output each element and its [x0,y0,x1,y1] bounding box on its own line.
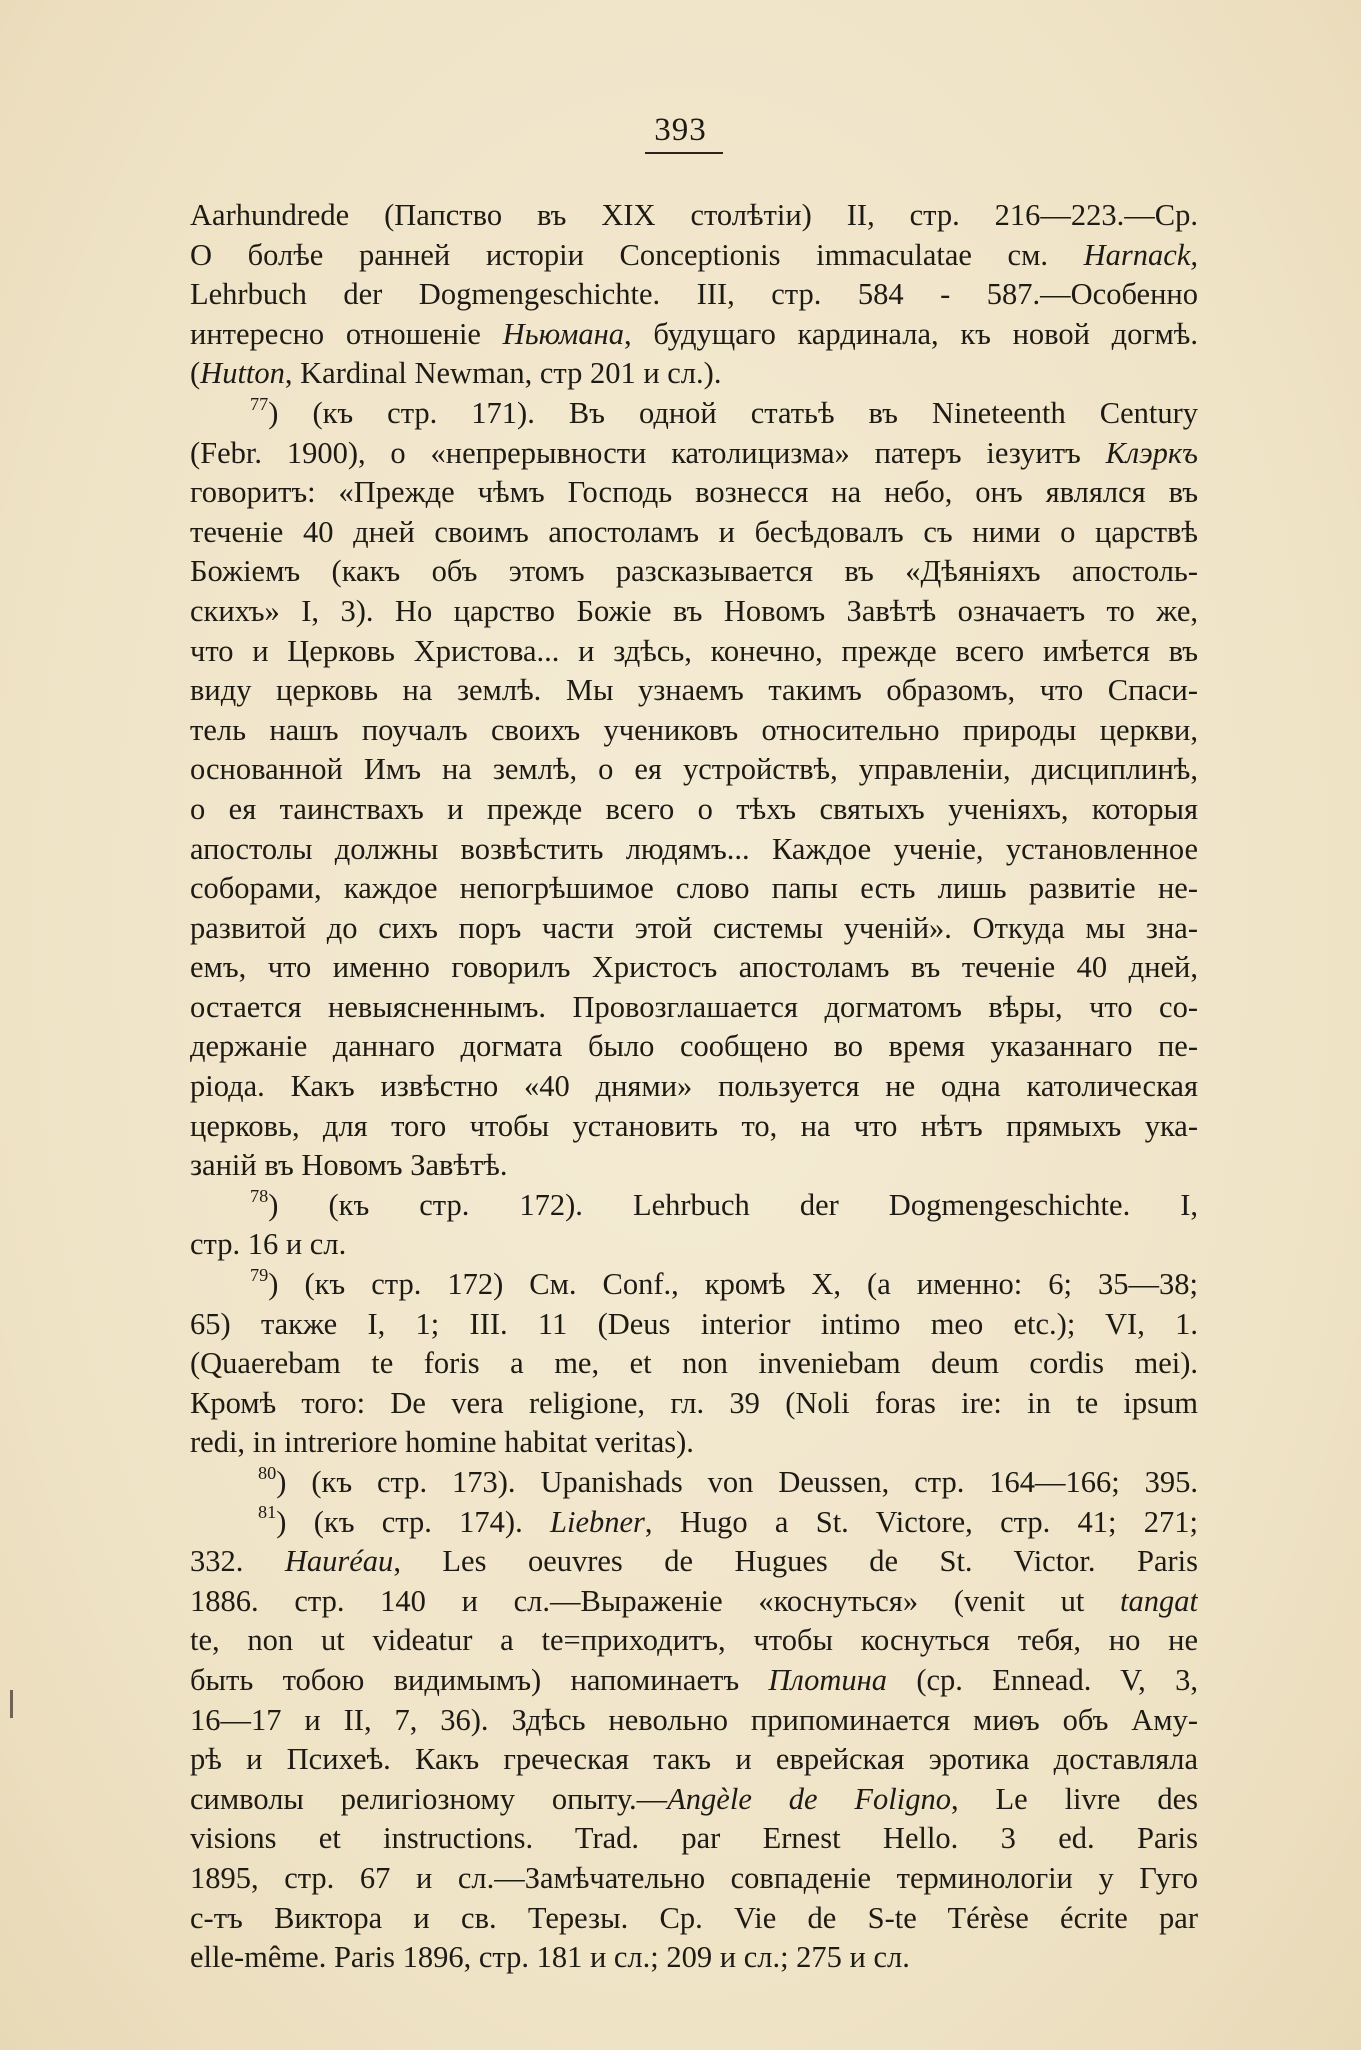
footnotes-text [190,196,1198,1978]
text-run: 332. [190,1544,285,1579]
text-run: говоритъ: «Прежде чѣмъ Господь вознесся на небо, онъ являлся въ [190,475,1198,510]
text-line [190,909,1198,949]
page-number-underline [645,152,723,154]
text-line [190,1859,1198,1899]
text-run: соборами, каждое непогрѣшимое слово папы есть лишь развитіе не- [190,871,1198,906]
text-run: скихъ» I, 3). Но царство Божіе въ Новомъ Завѣтѣ означаетъ то же, [190,593,1198,628]
text-run: Lehrbuch der Dogmengeschichte. III, стр. 584 - 587.—Особенно [190,277,1198,312]
text-run: апостолы должны возвѣстить людямъ... Каждое ученіе, установленное [190,831,1198,866]
text-line [190,592,1198,632]
text-run: , Le livre des [951,1781,1198,1816]
text-run: виду церковь на землѣ. Мы узнаемъ такимъ образомъ, что Спаси- [190,673,1198,708]
text-line [190,869,1198,909]
text-run: интересно отношеніе [190,316,503,351]
text-line [190,1265,1198,1305]
italic-name: tangat [1120,1583,1198,1618]
text-line [190,1621,1198,1661]
text-run: (Febr. 1900), о «непрерывности католицизма» патеръ іезуитъ [190,435,1106,470]
text-line [190,1186,1198,1226]
text-line [190,1938,1198,1978]
text-run: заній въ Новомъ Завѣтѣ. [190,1148,508,1183]
text-line [190,236,1198,276]
text-run: ) (къ стр. 174). [276,1504,551,1539]
text-run: символы религіозному опыту.— [190,1781,668,1816]
text-line [190,671,1198,711]
text-run: теченіе 40 дней своимъ апостоламъ и бесѣдовалъ съ ними о царствѣ [190,514,1198,549]
text-line [190,1503,1198,1543]
text-run: ) (къ стр. 172) См. Conf., кромѣ X, (а именно: 6; 35—38; [268,1267,1198,1302]
text-run: , будущаго кардинала, къ новой догмѣ. [624,316,1198,351]
text-line [190,1107,1198,1147]
footnote-number: 78 [250,1185,269,1206]
text-line [190,1305,1198,1345]
text-run: (ср. Ennead. V, 3, [887,1662,1198,1697]
footnote-number: 77 [250,393,269,414]
italic-name: Harnack, [1083,237,1198,272]
text-run: держаніе даннаго догмата было сообщено во время указаннаго пе- [190,1029,1198,1064]
text-line [190,790,1198,830]
text-run: стр. 16 и сл. [190,1227,347,1262]
text-run: 65) также I, 1; III. 11 (Deus interior intimo meo etc.); VI, 1. [190,1306,1198,1341]
text-line [190,196,1198,236]
text-run: ) (къ стр. 171). Въ одной статьѣ въ Nineteenth Century [268,395,1198,430]
text-run: церковь, для того чтобы установить то, на что нѣтъ прямыхъ ука- [190,1108,1198,1143]
text-run: visions et instructions. Trad. par Ernest Hello. 3 ed. Paris [190,1821,1198,1856]
italic-name: Hauréau [284,1544,394,1579]
text-line [190,1225,1198,1265]
text-line [190,1463,1198,1503]
page-number: 393 [654,112,707,148]
text-line [190,473,1198,513]
italic-name: Angèle de Foligno [667,1781,951,1816]
text-line [190,354,1198,394]
italic-name: Hutton [200,356,285,391]
text-run: redi, in intreriore homine habitat veritas). [190,1425,694,1460]
text-run: , Kardinal Newman, стр 201 и сл.). [284,356,722,391]
text-run: ) (къ стр. 173). Upanishads von Deussen, стр. 164—166; 395. [276,1465,1198,1499]
text-line [190,1582,1198,1622]
footnote-number: 79 [250,1265,269,1285]
text-run: elle-même. Paris 1896, стр. 181 и сл.; 209 и сл.; 275 и сл. [190,1940,910,1975]
text-line [190,1146,1198,1186]
footnote-number: 81 [258,1502,277,1523]
text-run: остается невыясненнымъ. Провозглашается догматомъ вѣры, что со- [190,989,1198,1024]
text-run: ) (къ стр. 172). Lehrbuch der Dogmengeschichte. I, [268,1187,1198,1222]
text-run: 1886. стр. 140 и сл.—Выраженіе «коснуться» (venit ut [190,1583,1121,1618]
text-run: с-тъ Виктора и св. Терезы. Ср. Vie de S-te Térèse écrite par [190,1900,1198,1935]
italic-name: Ньюмана [502,316,625,351]
text-line [190,1067,1198,1107]
text-line [190,1661,1198,1701]
text-line [190,434,1198,474]
italic-name: Клэркъ [1105,435,1198,470]
italic-name: Плотина [768,1662,888,1697]
text-line [190,1384,1198,1424]
text-run: ( [190,356,201,391]
text-run: Божіемъ (какъ объ этомъ разсказывается въ «Дѣяніяхъ апостоль- [190,554,1198,589]
text-line [190,988,1198,1028]
text-run: О болѣе ранней исторіи Conceptionis immaculatae см. [190,237,1084,272]
text-line [190,1899,1198,1939]
text-run: ріода. Какъ извѣстно «40 днями» пользуется не одна католическая [190,1069,1198,1104]
text-line [190,1344,1198,1384]
text-line [190,1423,1198,1463]
text-run: что и Церковь Христова... и здѣсь, конечно, прежде всего имѣется въ [190,633,1198,668]
text-line [190,315,1198,355]
footnote-number: 80 [258,1463,277,1483]
text-run: основанной Имъ на землѣ, о ея устройствѣ, управленіи, дисциплинѣ, [190,752,1198,787]
text-line [190,830,1198,870]
text-run: , Hugo a St. Victore, стр. 41; 271; [644,1504,1198,1539]
text-line [190,1819,1198,1859]
text-line [190,1542,1198,1582]
text-line [190,275,1198,315]
text-run: 16—17 и II, 7, 36). Здѣсь невольно припоминается миѳъ объ Аму- [190,1702,1198,1737]
text-run: тель нашъ поучалъ своихъ учениковъ относительно природы церкви, [190,712,1198,747]
text-run: (Quaerebam te foris a me, et non inveniebam deum cordis mei). [190,1346,1198,1381]
text-line [190,1740,1198,1780]
text-line [190,1780,1198,1820]
text-run: te, non ut videatur a te=приходитъ, чтобы коснуться тебя, но не [190,1623,1198,1658]
text-run: рѣ и Психеѣ. Какъ греческая такъ и еврейская эротика доставляла [190,1742,1198,1777]
text-run: развитой до сихъ поръ части этой системы ученій». Откуда мы зна- [190,910,1198,945]
text-run: Кромѣ того: De vera religione, гл. 39 (Noli foras ire: in te ipsum [190,1385,1198,1420]
margin-mark [10,1690,13,1718]
text-line [190,1701,1198,1741]
text-run: быть тобою видимымъ) напоминаетъ [190,1662,769,1697]
text-line [190,394,1198,434]
text-line [190,711,1198,751]
text-line [190,632,1198,672]
text-run: 1895, стр. 67 и сл.—Замѣчательно совпаденіе терминологіи у Гуго [190,1860,1198,1895]
text-run: Aarhundrede (Папство въ XIX столѣтіи) II, стр. 216—223.—Ср. [190,198,1198,232]
text-line [190,750,1198,790]
text-run: , Les oeuvres de Hugues de St. Victor. Paris [393,1544,1198,1579]
text-run: о ея таинствахъ и прежде всего о тѣхъ святыхъ ученіяхъ, которыя [190,791,1198,826]
text-line [190,552,1198,592]
text-line [190,513,1198,553]
text-line [190,948,1198,988]
text-line [190,1027,1198,1067]
italic-name: Liebner [550,1504,645,1539]
text-run: емъ, что именно говорилъ Христосъ апостоламъ въ теченіе 40 дней, [190,950,1198,985]
